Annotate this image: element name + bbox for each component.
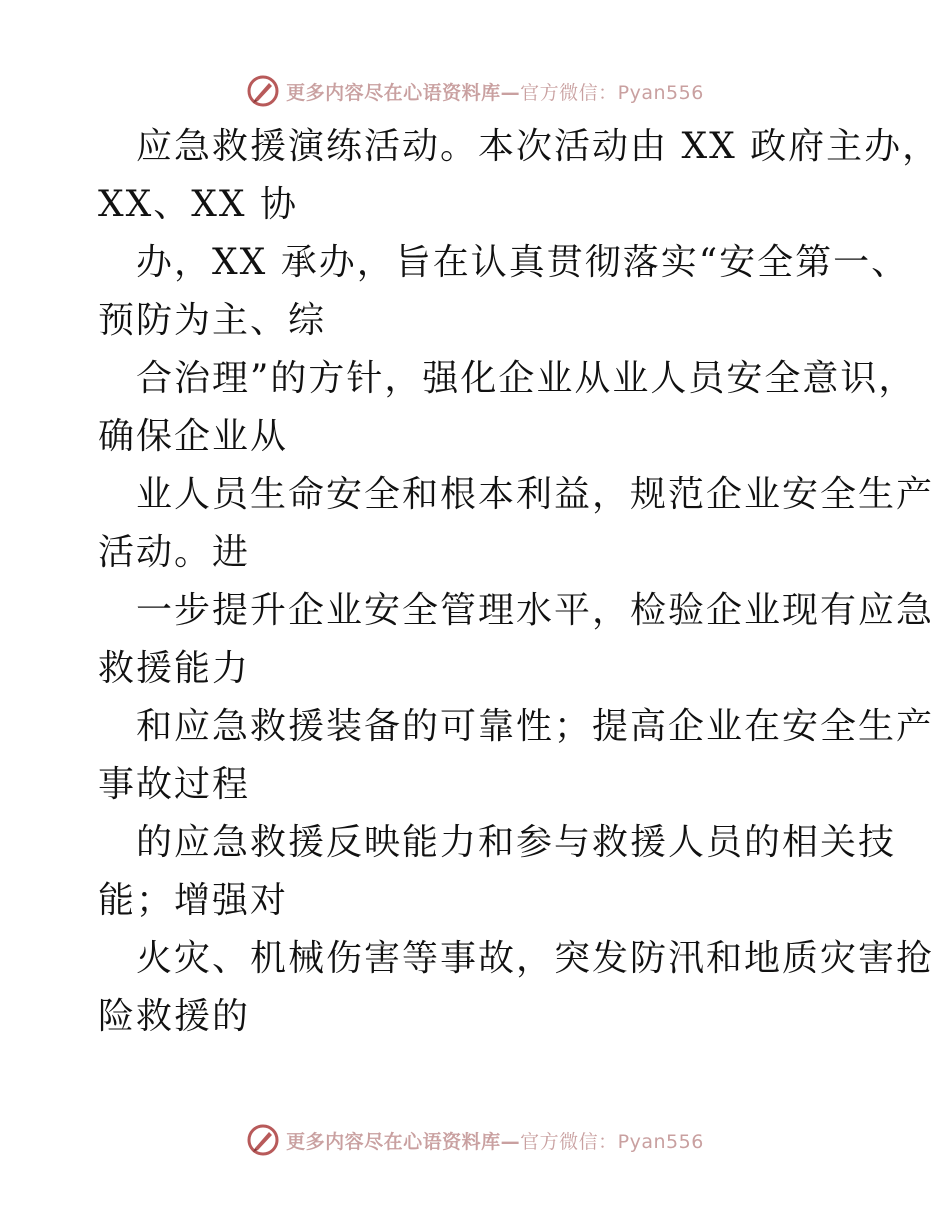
body-line: 事故过程 — [98, 764, 251, 805]
header-banner — [0, 71, 950, 111]
body-line: 能；增强对 — [98, 880, 289, 921]
document-body — [98, 118, 941, 1046]
body-line: 火灾、机械伤害等事故，突发防汛和地质灾害抢 — [136, 938, 935, 979]
body-line: 办，XX 承办，旨在认真贯彻落实“安全第一、 — [136, 242, 910, 283]
body-line: 救援能力 — [98, 648, 251, 689]
quill-logo-icon — [246, 1123, 280, 1157]
footer-banner-text: 更多内容尽在心语资料库—官方微信：Pyan556 — [286, 1130, 704, 1153]
body-line: 活动。进 — [98, 532, 251, 573]
body-line: 合治理”的方针，强化企业从业人员安全意识， — [136, 358, 917, 399]
body-line: XX、XX 协 — [98, 184, 298, 225]
body-line: 和应急救援装备的可靠性；提高企业在安全生产 — [136, 706, 935, 747]
body-line: 确保企业从 — [98, 416, 289, 457]
quill-logo-icon — [246, 74, 280, 108]
body-line: 险救援的 — [98, 996, 251, 1037]
footer-banner — [0, 1120, 950, 1160]
body-line: 业人员生命安全和根本利益，规范企业安全生产 — [136, 474, 935, 515]
body-line: 一步提升企业安全管理水平，检验企业现有应急 — [136, 590, 935, 631]
header-banner-text: 更多内容尽在心语资料库—官方微信：Pyan556 — [286, 81, 704, 104]
body-line: 应急救援演练活动。本次活动由 XX 政府主办， — [136, 126, 941, 167]
body-line: 预防为主、综 — [98, 300, 327, 341]
body-line: 的应急救援反映能力和参与救援人员的相关技 — [136, 822, 897, 863]
